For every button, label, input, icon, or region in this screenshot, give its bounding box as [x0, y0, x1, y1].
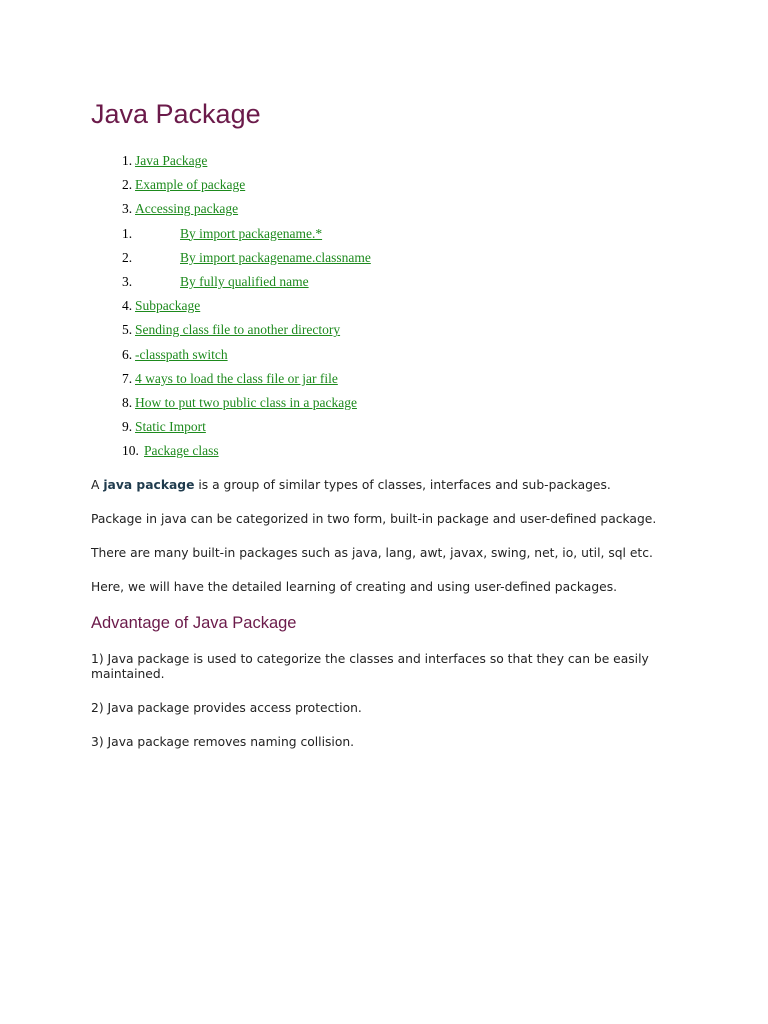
user-defined-paragraph: Here, we will have the detailed learning of creating and using user-defined packages.: [91, 580, 618, 594]
toc-item-number: 10.: [122, 443, 139, 459]
toc-item-number: 6.: [122, 346, 133, 362]
toc-link-fully-qualified-name[interactable]: By fully qualified name: [180, 273, 309, 289]
toc-item-number: 3.: [122, 201, 133, 217]
page-title: Java Package: [91, 99, 261, 129]
intro-paragraph: [91, 478, 691, 493]
toc-link-ways-to-load[interactable]: 4 ways to load the class file or jar file: [135, 370, 338, 386]
intro-prefix: A: [91, 478, 104, 492]
intro-suffix: is a group of similar types of classes, interfaces and sub-packages.: [194, 478, 611, 492]
toc-link-accessing-package[interactable]: Accessing package: [135, 201, 239, 217]
toc-link-static-import[interactable]: Static Import: [135, 419, 206, 435]
toc-link-example-of-package[interactable]: Example of package: [135, 177, 246, 193]
categorized-paragraph: Package in java can be categorized in two form, built-in package and user-defined package.: [91, 512, 657, 526]
toc-link-classpath-switch[interactable]: -classpath switch: [135, 346, 228, 362]
advantage-heading: Advantage of Java Package: [91, 614, 297, 632]
toc-item-number: 9.: [122, 419, 133, 435]
advantage-item: 1) Java package is used to categorize the classes and interfaces so that they can be easily maintained.: [91, 652, 649, 681]
toc-link-import-all[interactable]: By import packagename.*: [180, 225, 323, 241]
toc-item-number: 8.: [122, 394, 133, 410]
toc-link-java-package[interactable]: Java Package: [135, 153, 208, 168]
builtin-paragraph: There are many built-in packages such as java, lang, awt, javax, swing, net, io, util, sql etc.: [91, 546, 653, 560]
toc-item-number: 5.: [122, 322, 133, 338]
toc-item-number: 4.: [122, 298, 133, 314]
toc-link-subpackage[interactable]: Subpackage: [135, 298, 201, 314]
toc-item-number: 7.: [122, 370, 133, 386]
intro-bold-term: java package: [103, 478, 195, 492]
toc-link-import-classname[interactable]: By import packagename.classname: [180, 249, 371, 265]
toc-item-number: 3.: [122, 273, 133, 289]
toc-link-sending-class-file[interactable]: Sending class file to another directory: [135, 322, 341, 338]
toc-item-number: 2.: [122, 177, 133, 193]
toc-item-number: 2.: [122, 249, 133, 265]
toc-link-two-public-class[interactable]: How to put two public class in a package: [135, 394, 357, 410]
advantage-item: 2) Java package provides access protection.: [91, 701, 362, 715]
toc-item-number: 1.: [122, 225, 133, 241]
advantage-item: 3) Java package removes naming collision.: [91, 735, 355, 749]
toc-link-package-class[interactable]: Package class: [144, 443, 219, 459]
toc-item-number: 1.: [122, 153, 133, 168]
